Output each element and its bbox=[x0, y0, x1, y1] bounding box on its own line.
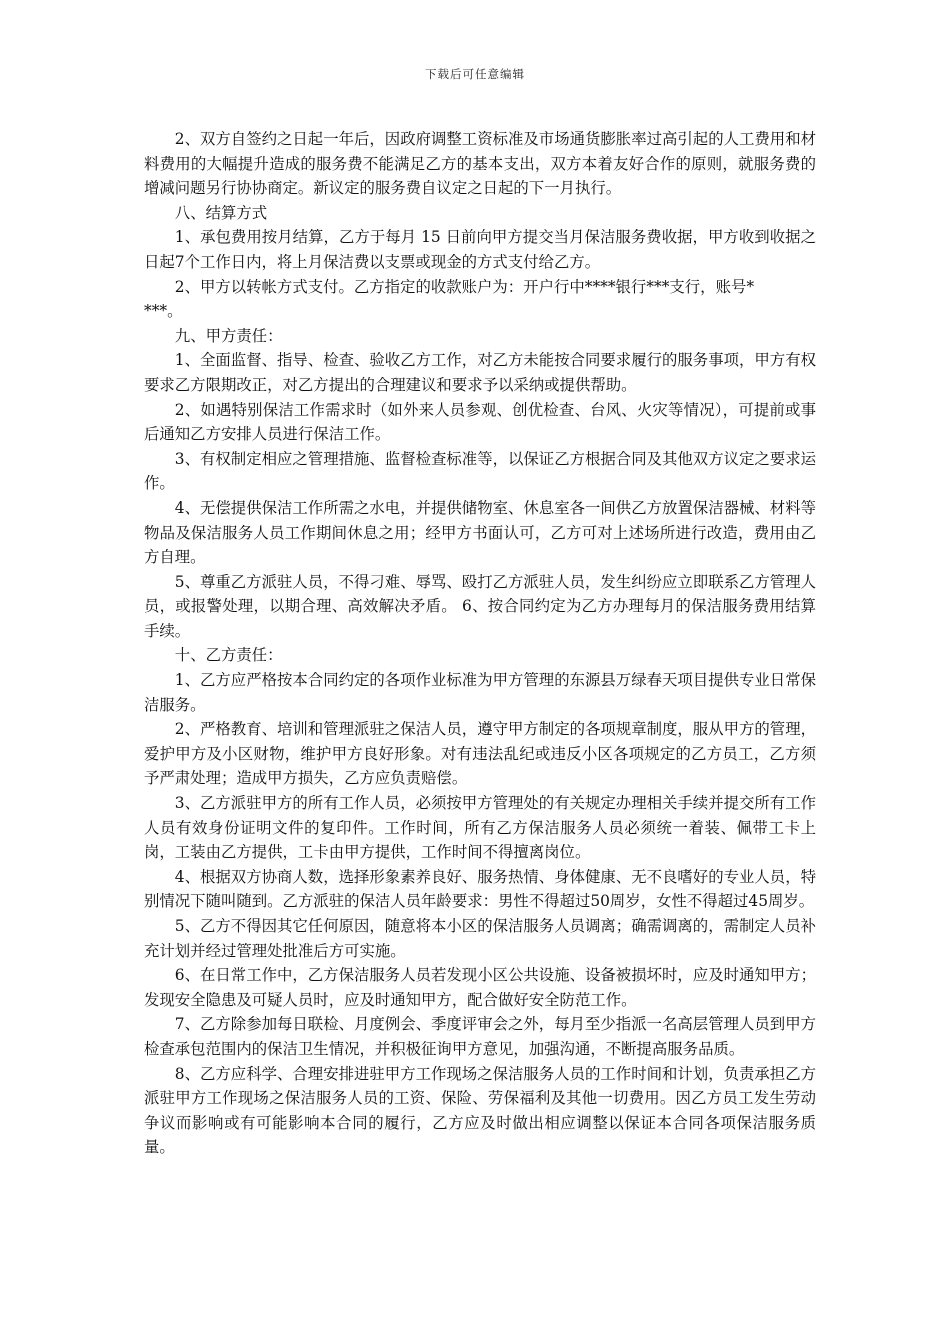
paragraph: 7、乙方除参加每日联检、月度例会、季度评审会之外，每月至少指派一名高层管理人员到甲方检查承包范围内的保洁卫生情况，并积极征询甲方意见，加强沟通，不断提高服务品质。 bbox=[144, 1015, 816, 1058]
paragraph: 1、承包费用按月结算，乙方于每月 15 日前向甲方提交当月保洁服务费收据，甲方收到收据之日起7个工作日内，将上月保洁费以支票或现金的方式支付给乙方。 bbox=[144, 228, 816, 271]
section-heading: 八、结算方式 bbox=[174, 203, 268, 222]
paragraph: 2、甲方以转帐方式支付。乙方指定的收款账户为：开户行中****银行***支行，账号* ***。 bbox=[144, 277, 755, 321]
paragraph: 4、根据双方协商人数，选择形象素养良好、服务热情、身体健康、无不良嗜好的专业人员，特别情况下随叫随到。乙方派驻的保洁人员年龄要求：男性不得超过50周岁，女性不得超过45周岁。 bbox=[144, 867, 816, 911]
paragraph: 5、尊重乙方派驻人员，不得刁难、辱骂、殴打乙方派驻人员，发生纠纷应立即联系乙方管理人员，或报警处理，以期合理、高效解决矛盾。 6、按合同约定为乙方办理每月的保洁服务费用结算手续。 bbox=[144, 572, 816, 640]
paragraph: 6、在日常工作中，乙方保洁服务人员若发现小区公共设施、设备被损坏时，应及时通知甲方；发现安全隐患及可疑人员时，应及时通知甲方，配合做好安全防范工作。 bbox=[144, 966, 816, 1009]
section-heading: 九、甲方责任： bbox=[174, 326, 283, 345]
document-body bbox=[144, 127, 816, 1160]
section-heading: 十、乙方责任： bbox=[174, 646, 283, 665]
paragraph: 8、乙方应科学、合理安排进驻甲方工作现场之保洁服务人员的工作时间和计划，负责承担乙方派驻甲方工作现场之保洁服务人员的工资、保险、劳保福利及其他一切费用。因乙方员工发生劳动争议而影响或有可能影响本合同的履行，乙方应及时做出相应调整以保证本合同各项保洁服务质量。 bbox=[144, 1064, 816, 1157]
paragraph: 3、乙方派驻甲方的所有工作人员，必须按甲方管理处的有关规定办理相关手续并提交所有工作人员有效身份证明文件的复印件。工作时间，所有乙方保洁服务人员必须统一着装、佩带工卡上岗，工装由乙方提供，工卡由甲方提供，工作时间不得擅离岗位。 bbox=[144, 794, 816, 862]
paragraph: 1、乙方应严格按本合同约定的各项作业标准为甲方管理的东源县万绿春天项目提供专业日常保洁服务。 bbox=[144, 671, 816, 714]
paragraph: 5、乙方不得因其它任何原因，随意将本小区的保洁服务人员调离；确需调离的，需制定人员补充计划并经过管理处批准后方可实施。 bbox=[144, 917, 816, 960]
page-header: 下载后可任意编辑 bbox=[425, 67, 525, 81]
paragraph: 1、全面监督、指导、检查、验收乙方工作，对乙方未能按合同要求履行的服务事项，甲方有权要求乙方限期改正，对乙方提出的合理建议和要求予以采纳或提供帮助。 bbox=[144, 351, 816, 394]
paragraph: 3、有权制定相应之管理措施、监督检查标准等，以保证乙方根据合同及其他双方议定之要求运作。 bbox=[144, 449, 816, 493]
paragraph: 2、严格教育、培训和管理派驻之保洁人员，遵守甲方制定的各项规章制度，服从甲方的管理，爱护甲方及小区财物，维护甲方良好形象。对有违法乱纪或违反小区各项规定的乙方员工，乙方须予严肃处理；造成甲方损失，乙方应负责赔偿。 bbox=[144, 720, 816, 788]
paragraph: 4、无偿提供保洁工作所需之水电，并提供储物室、休息室各一间供乙方放置保洁器械、材料等物品及保洁服务人员工作期间休息之用；经甲方书面认可，乙方可对上述场所进行改造，费用由乙方自理。 bbox=[144, 498, 816, 567]
paragraph: 2、双方自签约之日起一年后，因政府调整工资标准及市场通货膨胀率过高引起的人工费用和材料费用的大幅提升造成的服务费不能满足乙方的基本支出，双方本着友好合作的原则，就服务费的增减问题另行协协商定。新议定的服务费自议定之日起的下一月执行。 bbox=[144, 130, 816, 198]
paragraph: 2、如遇特别保洁工作需求时（如外来人员参观、创优检查、台风、火灾等情况），可提前或事后通知乙方安排人员进行保洁工作。 bbox=[144, 400, 816, 444]
